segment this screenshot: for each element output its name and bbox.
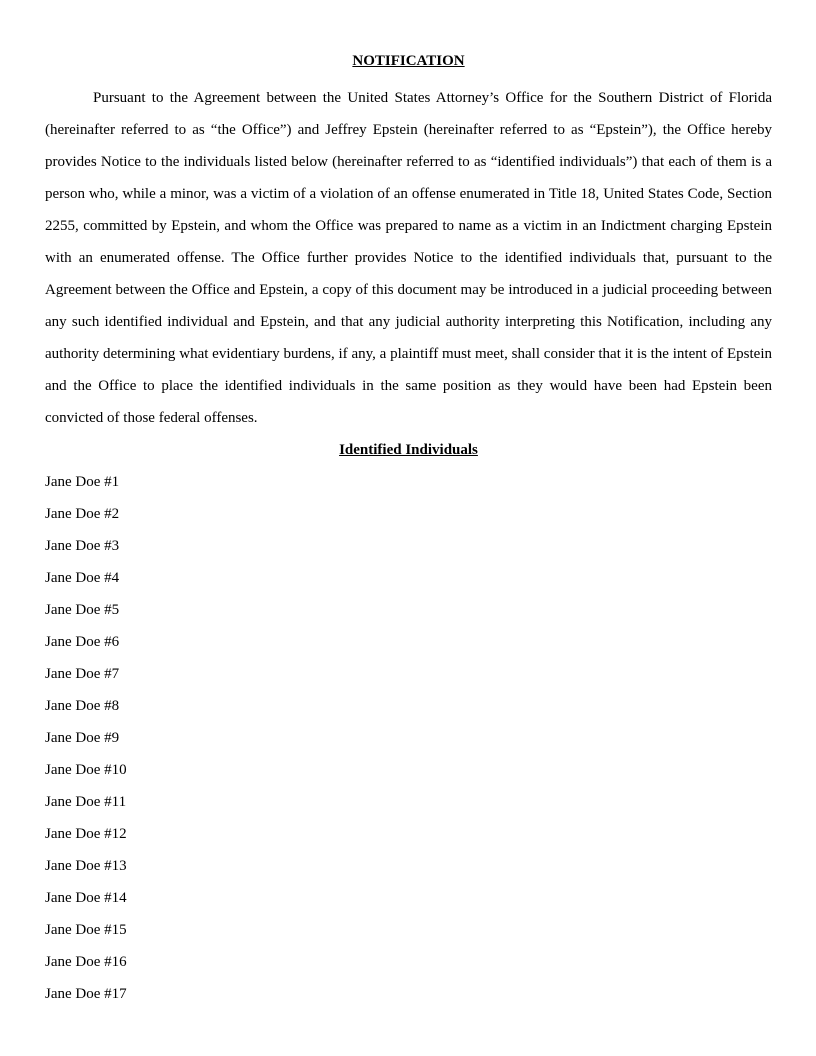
- identified-individuals-list: [45, 466, 772, 1010]
- list-item: Jane Doe #17: [45, 986, 127, 1002]
- list-item: Jane Doe #5: [45, 602, 120, 618]
- list-item: Jane Doe #11: [45, 794, 127, 810]
- list-item: Jane Doe #6: [45, 634, 120, 650]
- list-item: Jane Doe #12: [45, 826, 127, 842]
- list-item: Jane Doe #3: [45, 538, 120, 554]
- list-item: Jane Doe #16: [45, 954, 127, 970]
- notification-paragraph: Pursuant to the Agreement between the United States Attorney’s Office for the Southern District of Florida (hereinafter referred to as “the Office”) and Jeffrey Epstein (hereinafter referred to as “Epstein”), the Office hereby provides Notice to the individuals listed below (hereinafter referred to as “identified individuals”) that each of them is a person who, while a minor, was a victim of a violation of an offense enumerated in Title 18, United States Code, Section 2255, committed by Epstein, and whom the Office was prepared to name as a victim in an Indictment charging Epstein with an enumerated offense. The Office further provides Notice to the identified individuals that, pursuant to the Agreement between the Office and Epstein, a copy of this document may be introduced in a judicial proceeding between any such identified individual and Epstein, and that any judicial authority interpreting this Notification, including any authority determining what evidentiary burdens, if any, a plaintiff must meet, shall consider that it is the intent of Epstein and the Office to place the identified individuals in the same position as they would have been had Epstein been convicted of those federal offenses.: [45, 90, 772, 426]
- list-item: Jane Doe #14: [45, 890, 127, 906]
- list-item: Jane Doe #1: [45, 474, 120, 490]
- page-title: NOTIFICATION: [352, 53, 465, 69]
- identified-individuals-heading: Identified Individuals: [339, 442, 478, 458]
- list-item: Jane Doe #7: [45, 666, 120, 682]
- list-item: Jane Doe #10: [45, 762, 127, 778]
- list-item: Jane Doe #9: [45, 730, 120, 746]
- list-item: Jane Doe #8: [45, 698, 120, 714]
- list-item: Jane Doe #4: [45, 570, 120, 586]
- list-item: Jane Doe #13: [45, 858, 127, 874]
- document-page: [45, 50, 772, 1010]
- list-item: Jane Doe #15: [45, 922, 127, 938]
- list-item: Jane Doe #2: [45, 506, 120, 522]
